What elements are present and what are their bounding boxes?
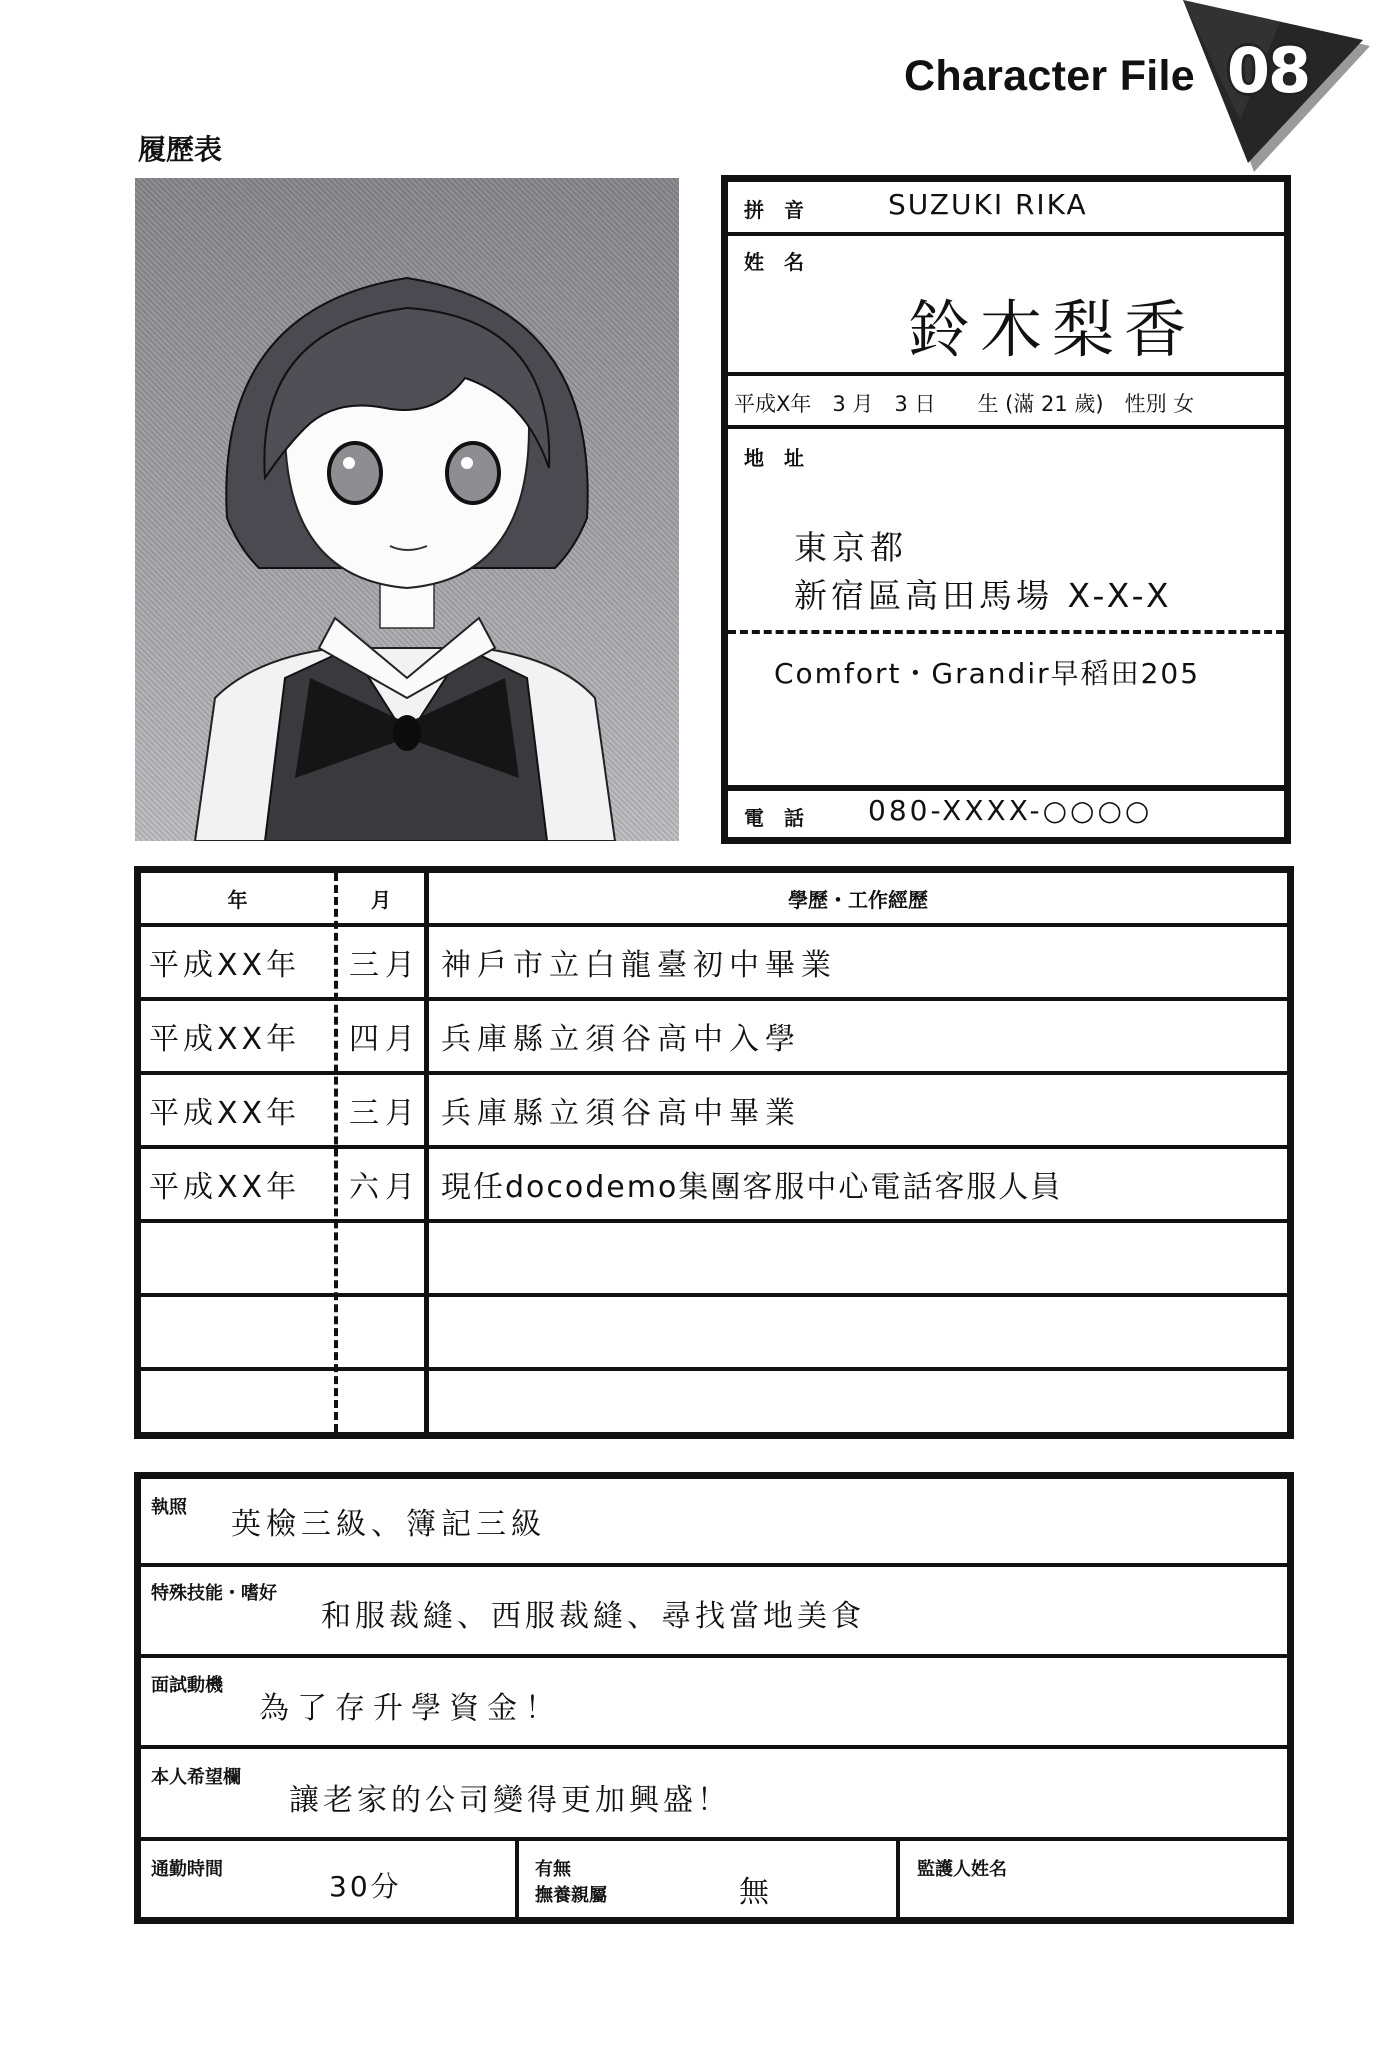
name-value: 鈴木梨香 bbox=[908, 293, 1197, 366]
license-label: 執照 bbox=[151, 1497, 187, 1518]
skills-value: 和服裁縫、西服裁縫、尋找當地美食 bbox=[321, 1599, 865, 1634]
pinyin-label: 拼 音 bbox=[744, 198, 804, 222]
phone-label: 電 話 bbox=[744, 806, 804, 830]
commute-value: 30分 bbox=[329, 1870, 402, 1903]
row-detail: 兵庫縣立須谷高中入學 bbox=[441, 1022, 801, 1057]
year-month-dashed-divider bbox=[334, 873, 338, 1432]
wishes-label: 本人希望欄 bbox=[151, 1767, 241, 1788]
dependents-label-line1: 有無 bbox=[535, 1859, 571, 1880]
divider bbox=[728, 425, 1284, 429]
address-line1: 東京都 bbox=[794, 528, 908, 567]
document-title: 履歷表 bbox=[138, 133, 223, 166]
row-year: 平成XX年 bbox=[149, 1022, 301, 1057]
birth-gender-line: 平成X年 3 月 3 日 生 (滿 21 歲) 性別 女 bbox=[734, 392, 1195, 416]
row-year: 平成XX年 bbox=[149, 1170, 301, 1205]
character-file-title: Character File bbox=[904, 52, 1195, 100]
guardian-label: 監護人姓名 bbox=[917, 1859, 1007, 1880]
divider bbox=[141, 1654, 1287, 1658]
address-line2: 新宿區高田馬場 X-X-X bbox=[794, 576, 1173, 615]
portrait-photo bbox=[135, 178, 679, 841]
skills-label: 特殊技能・嗜好 bbox=[151, 1583, 277, 1604]
divider bbox=[141, 1745, 1287, 1749]
profile-info-box bbox=[721, 175, 1291, 844]
motivation-label: 面試動機 bbox=[151, 1675, 223, 1696]
dependents-value: 無 bbox=[739, 1875, 769, 1910]
row-month: 三月 bbox=[349, 1096, 421, 1131]
divider bbox=[141, 1219, 1287, 1223]
divider bbox=[728, 785, 1284, 791]
divider bbox=[141, 1367, 1287, 1371]
divider bbox=[141, 1293, 1287, 1297]
dependents-label-line2: 撫養親屬 bbox=[535, 1885, 607, 1906]
header-year: 年 bbox=[227, 887, 248, 912]
divider bbox=[141, 1837, 1287, 1841]
file-number: 08 bbox=[1226, 34, 1310, 107]
address-dashed-divider bbox=[728, 630, 1284, 634]
details-box bbox=[134, 1472, 1294, 1924]
divider-vertical bbox=[515, 1837, 519, 1917]
divider bbox=[728, 372, 1284, 376]
row-month: 四月 bbox=[349, 1022, 421, 1057]
license-value: 英檢三級、簿記三級 bbox=[231, 1507, 546, 1542]
phone-value: 080-XXXX-○○○○ bbox=[868, 794, 1153, 827]
row-detail: 兵庫縣立須谷高中畢業 bbox=[441, 1096, 801, 1131]
header-history: 學歷・工作經歷 bbox=[788, 887, 928, 912]
address-label: 地 址 bbox=[744, 446, 804, 470]
divider-vertical bbox=[896, 1837, 900, 1917]
motivation-value: 為了存升學資金！ bbox=[259, 1691, 563, 1726]
commute-label: 通勤時間 bbox=[151, 1859, 223, 1880]
row-year: 平成XX年 bbox=[149, 948, 301, 983]
portrait-illustration bbox=[135, 178, 679, 841]
row-detail: 現任docodemo集團客服中心電話客服人員 bbox=[441, 1170, 1063, 1205]
pinyin-value: SUZUKI RIKA bbox=[888, 188, 1088, 221]
name-label: 姓 名 bbox=[744, 250, 804, 274]
divider bbox=[728, 232, 1284, 236]
row-year: 平成XX年 bbox=[149, 1096, 301, 1131]
address-line3: Comfort・Grandir早稻田205 bbox=[774, 657, 1201, 690]
wishes-value: 讓老家的公司變得更加興盛！ bbox=[289, 1783, 731, 1818]
row-month: 三月 bbox=[349, 948, 421, 983]
month-detail-divider bbox=[424, 873, 429, 1432]
header-month: 月 bbox=[371, 887, 391, 912]
row-month: 六月 bbox=[349, 1170, 421, 1205]
history-table bbox=[134, 866, 1294, 1439]
row-detail: 神戶市立白龍臺初中畢業 bbox=[441, 948, 837, 983]
divider bbox=[141, 1563, 1287, 1567]
